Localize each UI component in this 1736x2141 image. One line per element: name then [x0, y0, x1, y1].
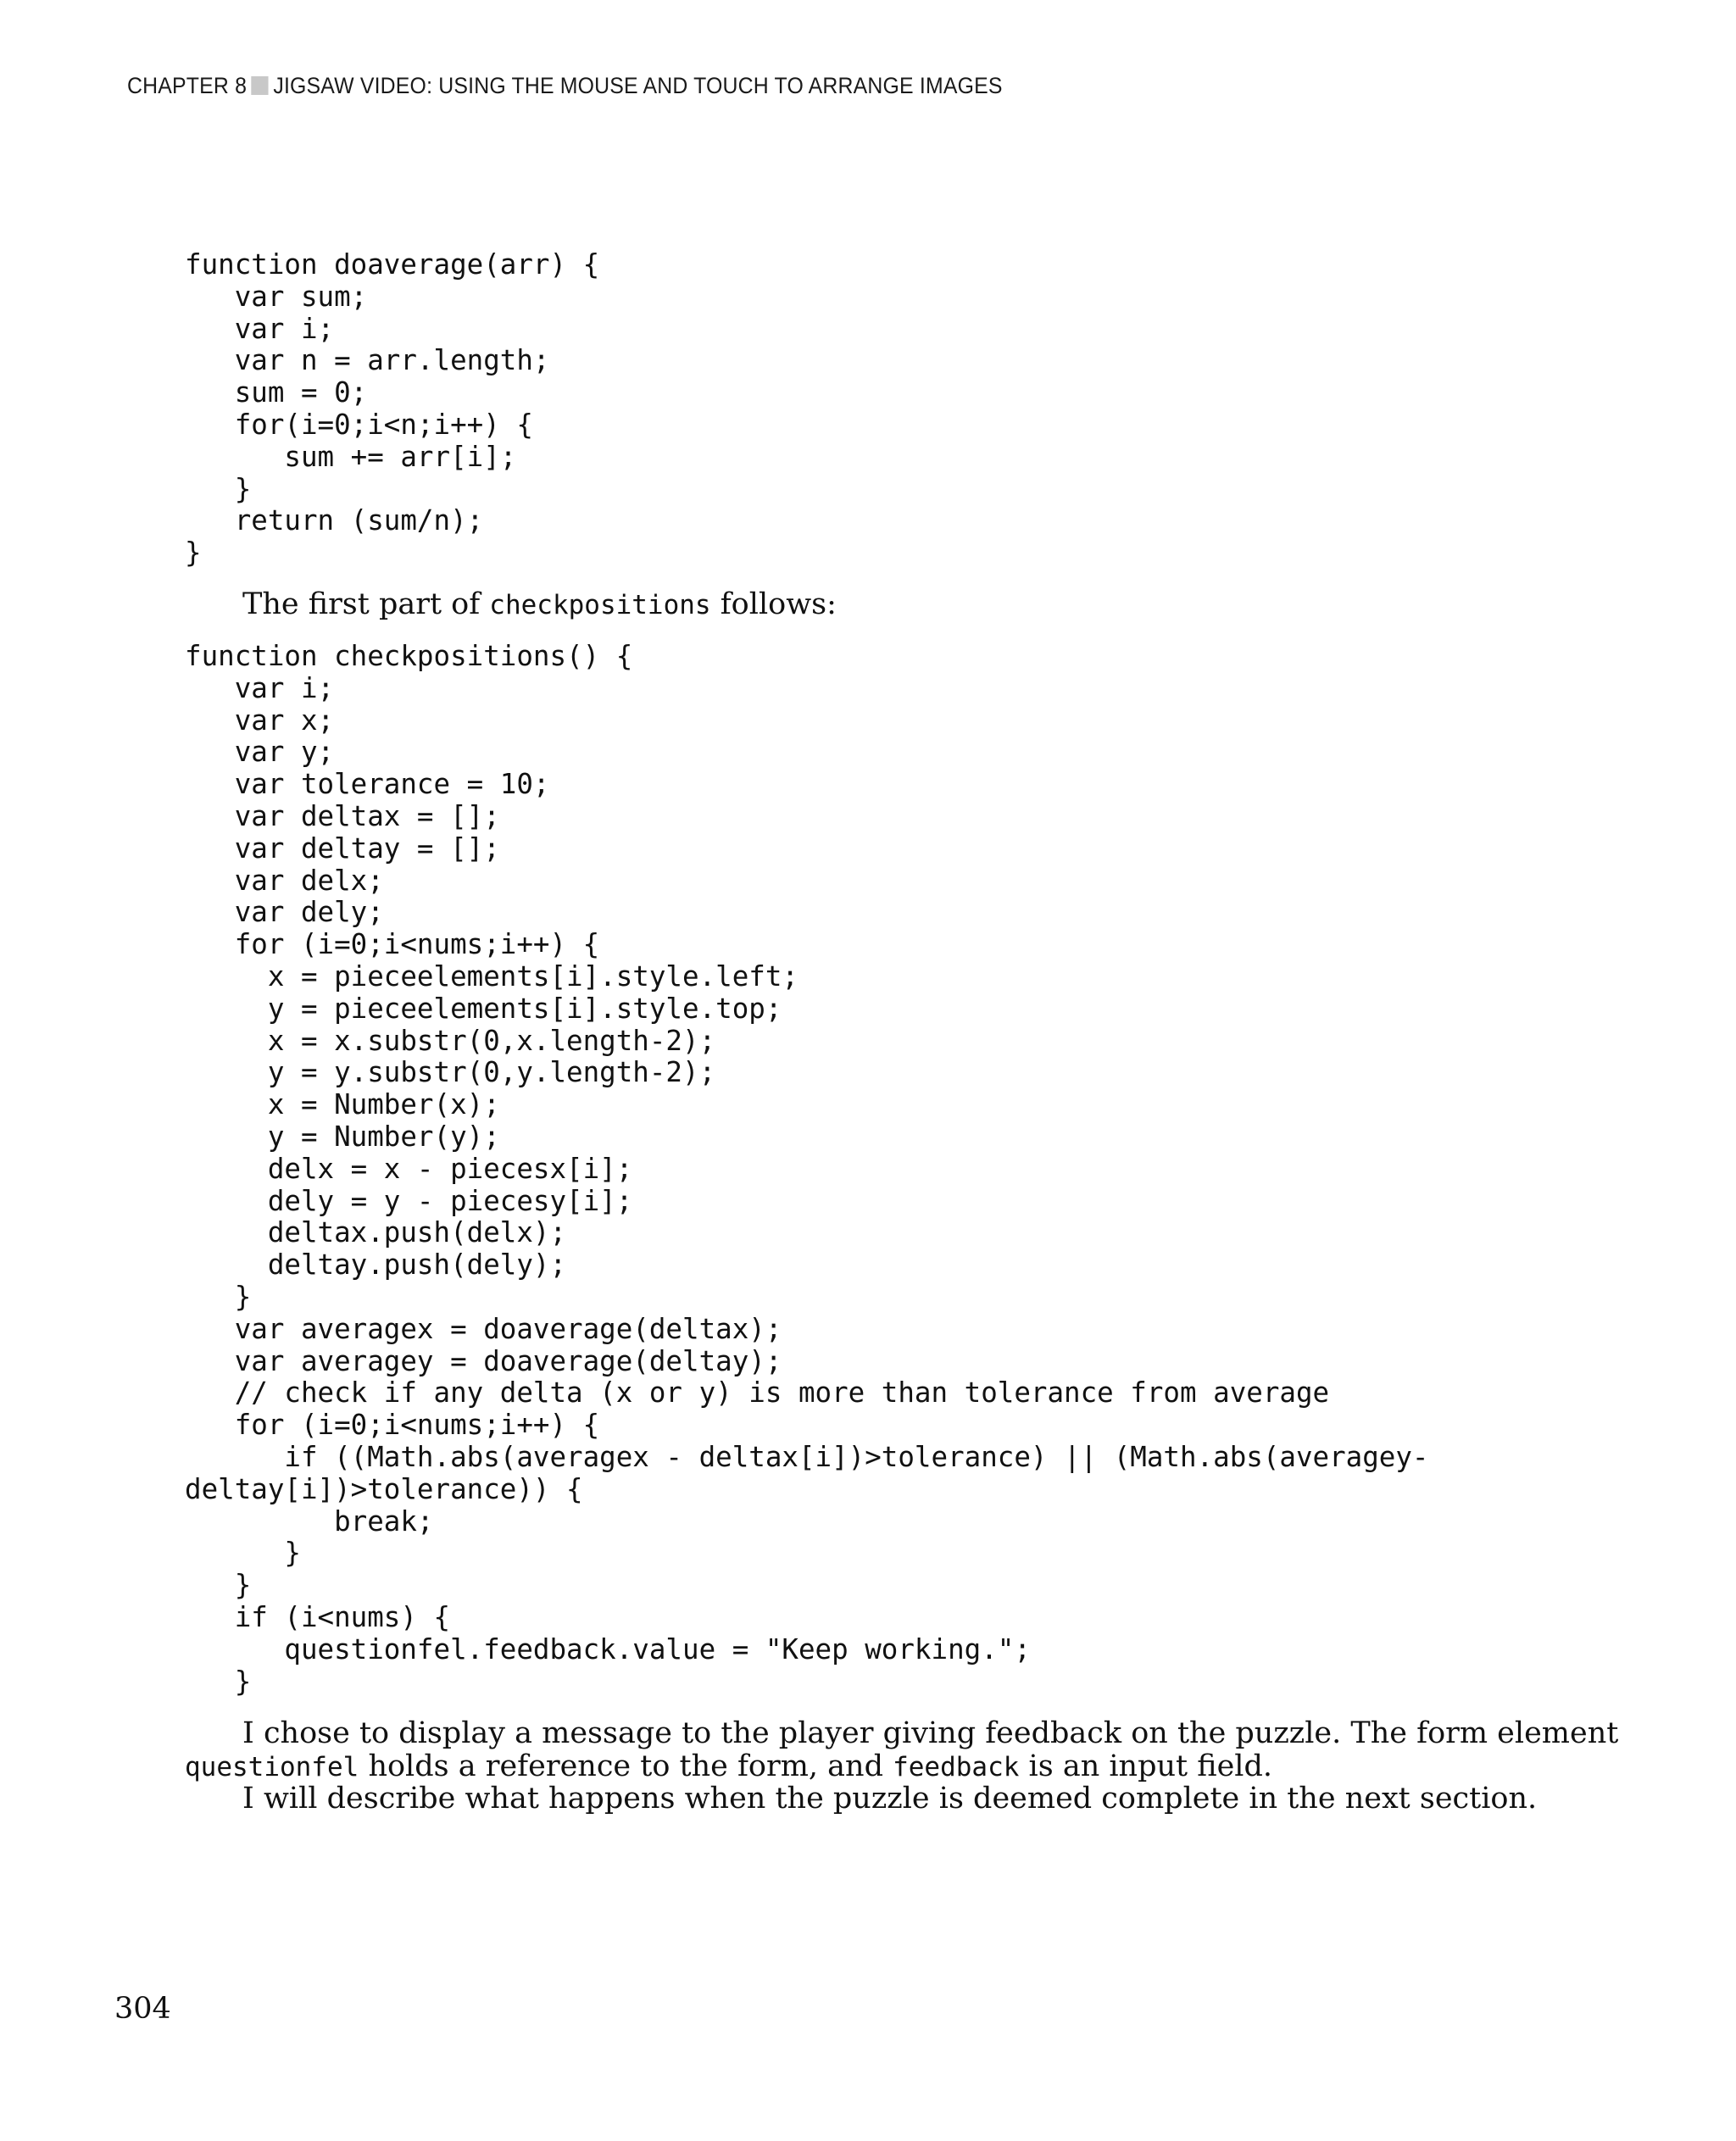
- paragraph-next-section: [185, 1782, 1538, 1816]
- paragraph-text: The first part of: [242, 587, 490, 621]
- gray-square-icon: [252, 76, 269, 95]
- code-block-doaverage: function doaverage(arr) { var sum; var i; var n = arr.length; sum = 0; for(i=0;i<n;i++) { sum += arr[i]; } return (sum/n); }: [185, 248, 600, 570]
- paragraph-text: I chose to display a message to the player giving feedback on the puzzle. The form element: [242, 1716, 1619, 1750]
- inline-code: checkpositions: [489, 590, 711, 620]
- paragraph-text: holds a reference to the form, and: [359, 1749, 893, 1783]
- inline-code: questionfel: [185, 1751, 359, 1782]
- inline-code: feedback: [893, 1751, 1020, 1782]
- chapter-title: JIGSAW VIDEO: USING THE MOUSE AND TOUCH TO ARRANGE IMAGES: [273, 73, 1003, 98]
- paragraph-text: follows:: [710, 587, 837, 621]
- paragraph-text: I will describe what happens when the puzzle is deemed complete in the next section.: [242, 1782, 1538, 1816]
- running-header: [127, 73, 1003, 99]
- paragraph-feedback-explanation: [185, 1716, 1619, 1783]
- page-number: 304: [114, 1992, 171, 2026]
- paragraph-intro-checkpositions: [185, 588, 1439, 622]
- paragraph-text: is an input field.: [1019, 1749, 1273, 1783]
- code-block-checkpositions: function checkpositions() { var i; var x; var y; var tolerance = 10; var deltax = []; var deltay = []; var delx; var dely; for (i=0;i<nums;i++) { x = pieceelements[i].style.left; y = pieceelements[i].style.top; x = x.substr(0,x.length-2); y = y.substr(0,y.length-2); x = Number(x); y = Number(y); delx = x - piecesx[i]; dely = y - piecesy[i]; deltax.push(delx); deltay.push(dely); } var averagex = doaverage(deltax); var averagey = doaverage(deltay); // check if any delta (x or y) is more than tolerance from average for (i=0;i<nums;i++) { if ((Math.abs(averagex - deltax[i])>tolerance) || (Math.abs(averagey- deltay[i])>tolerance)) { break; } } if (i<nums) { questionfel.feedback.value = "Keep working."; }: [185, 640, 1429, 1698]
- chapter-label: CHAPTER 8: [127, 73, 248, 98]
